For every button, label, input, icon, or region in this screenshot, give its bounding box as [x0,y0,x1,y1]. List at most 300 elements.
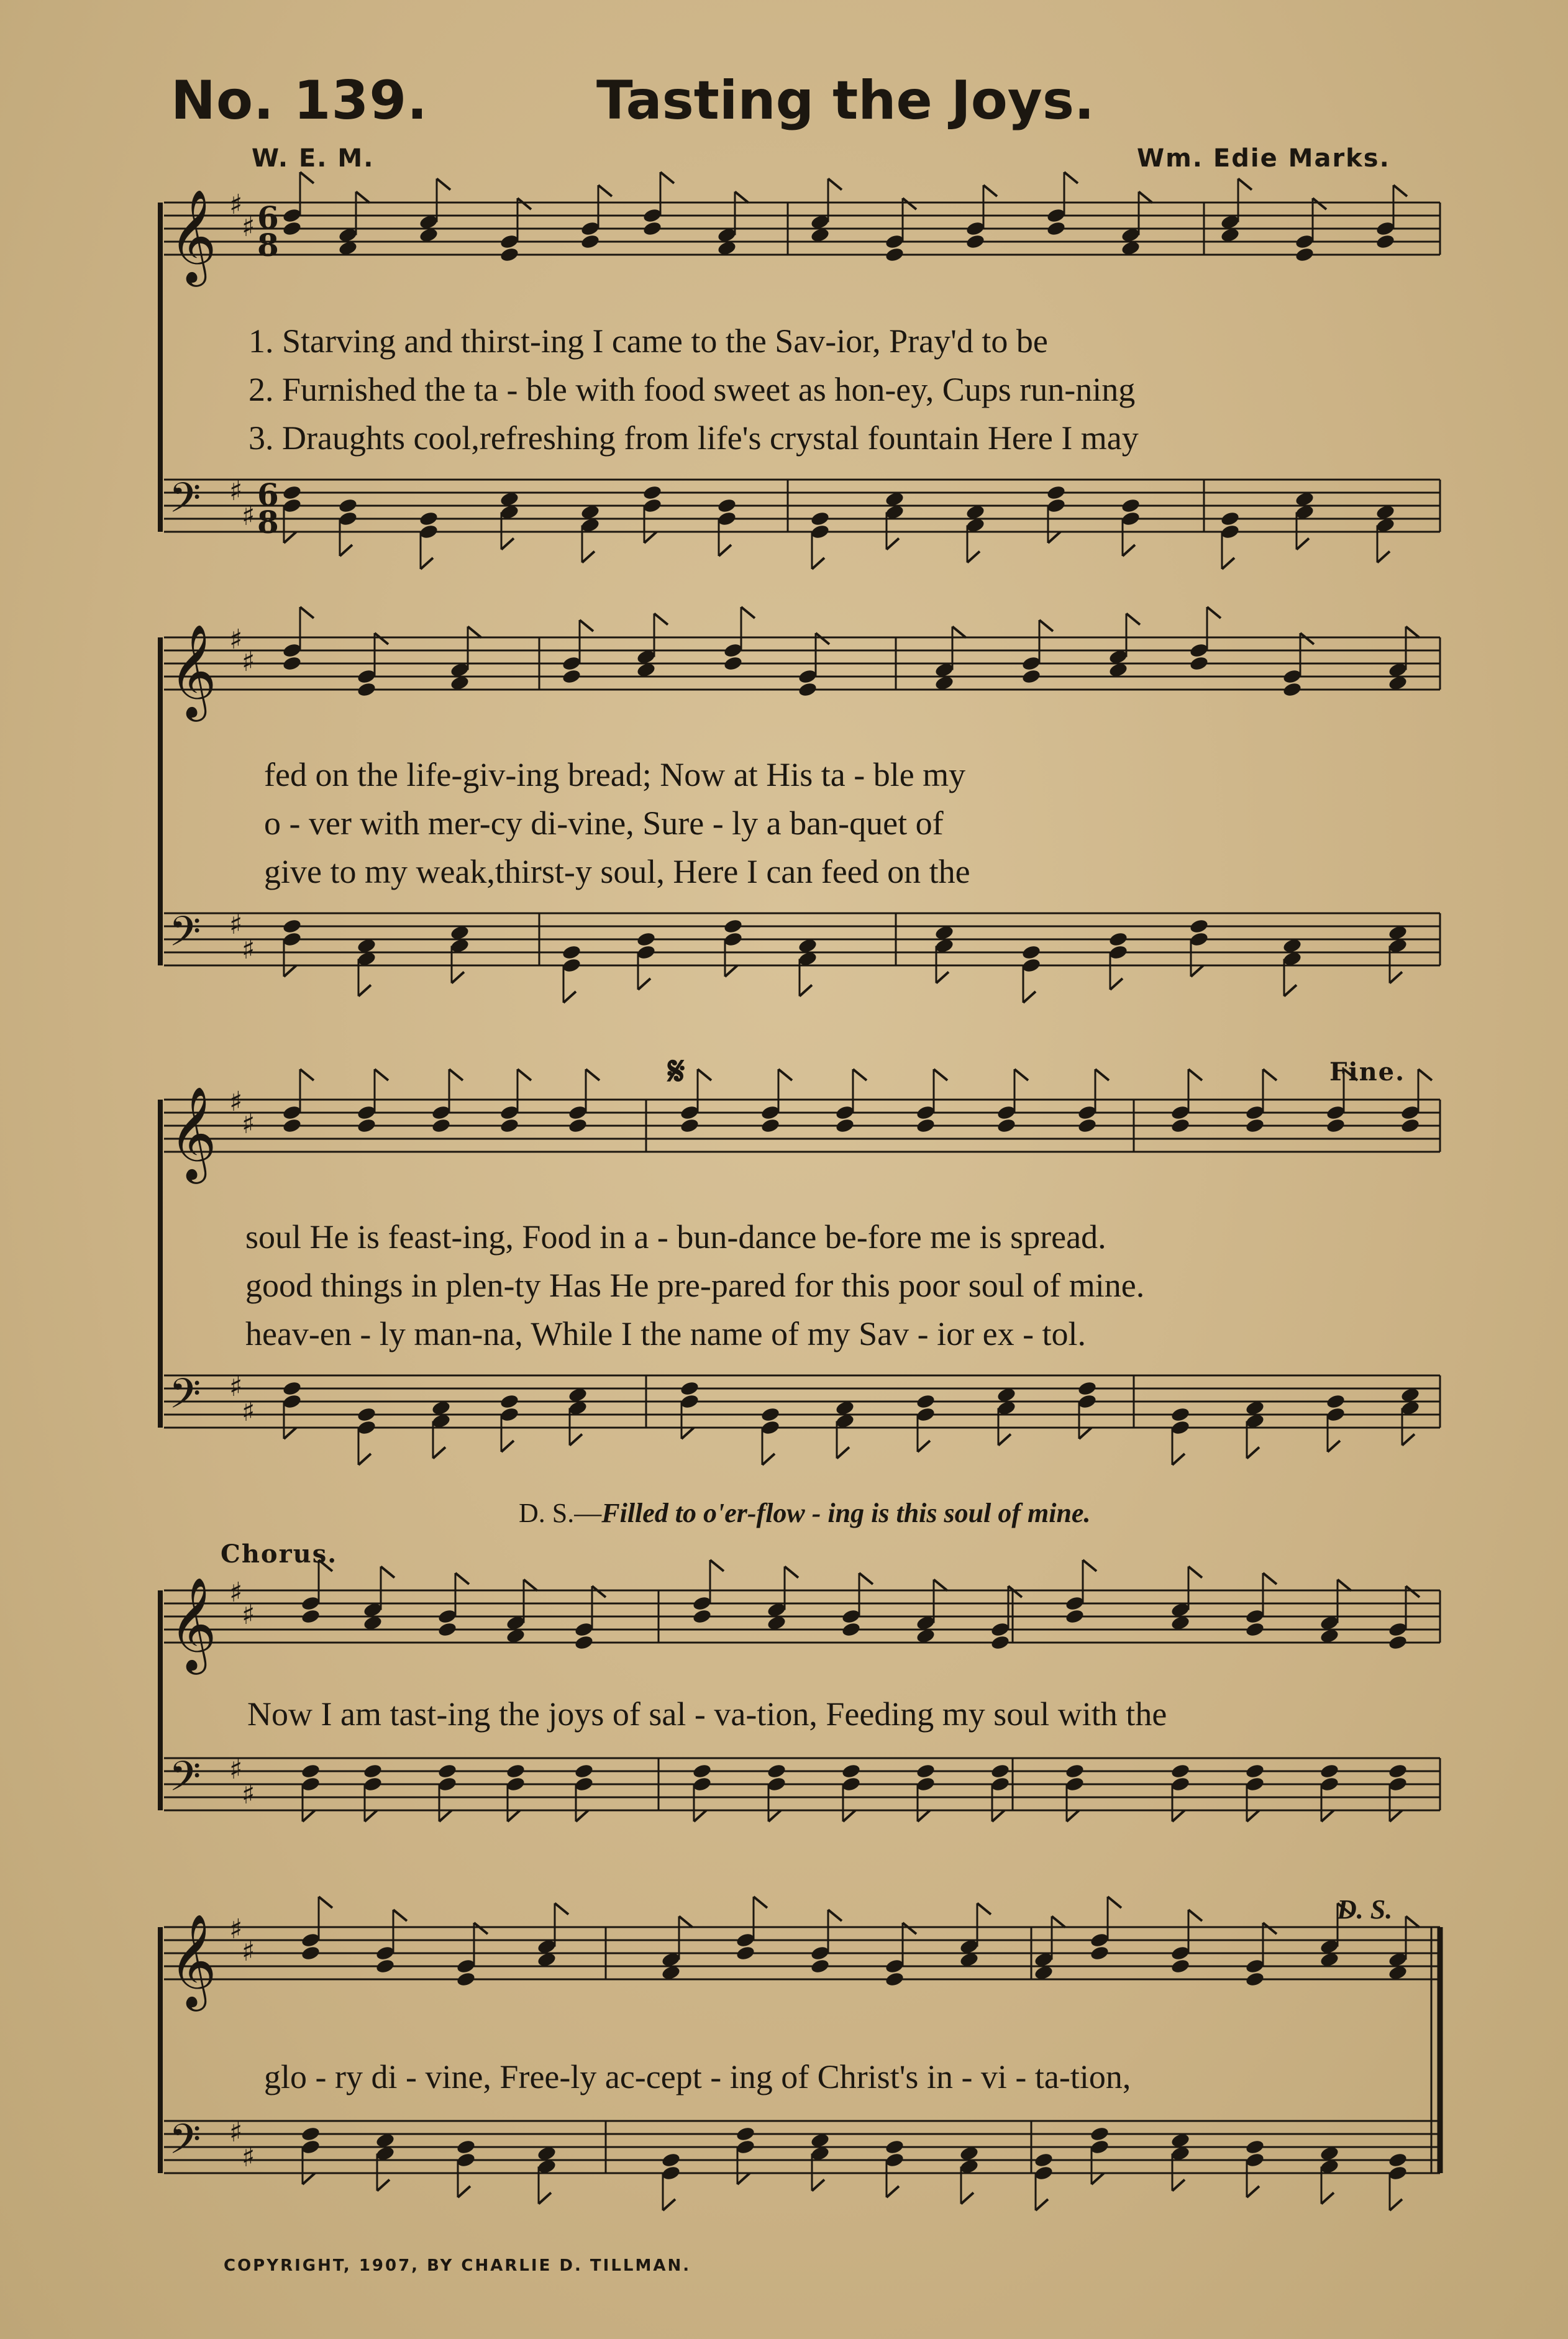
note-head [916,1118,936,1134]
note-head [301,1932,321,1948]
note-head [1326,1118,1346,1134]
note-flag [508,1810,520,1822]
note-head [810,1958,830,1974]
note-flag [365,1810,377,1822]
note-head [1170,1945,1190,1961]
note-head [717,511,737,527]
note-flag [539,2193,551,2204]
note-head [363,1776,383,1792]
note-head [456,1971,476,1987]
note-flag [358,1454,371,1465]
note-flag [1406,1917,1420,1928]
note-head [375,1945,395,1961]
note-flag [586,1069,599,1080]
note-head [419,511,439,527]
note-flag [725,965,737,977]
note-head [760,1420,780,1436]
treble-clef: 𝄞 [169,1085,217,1180]
note-head [767,1776,786,1792]
note-flag [300,1069,314,1080]
note-head [1121,498,1141,514]
sharp-sign: ♯ [242,2141,255,2173]
note-head [437,1763,457,1779]
note-head [282,1118,302,1134]
note-head [885,2152,905,2168]
sharp-sign: ♯ [242,1936,255,1967]
note-head [357,1105,376,1121]
note-flag [1328,1441,1340,1452]
composer-credit: Wm. Edie Marks. [1137,144,1390,173]
note-flag [681,1428,694,1439]
note-flag [582,552,595,563]
note-flag [1247,2186,1259,2197]
note-flag [1191,965,1203,977]
note-flag [356,192,370,203]
note-head [1245,1608,1265,1625]
bass-clef: 𝄢 [169,474,201,532]
note-head [1046,221,1066,237]
note-head [1245,2152,1265,2168]
note-head [1326,1393,1346,1410]
note-head [419,524,439,540]
note-head [1021,957,1041,973]
segno-sign: 𝄋 [668,1049,685,1093]
note-head [1220,524,1240,540]
note-flag [439,1810,452,1822]
note-head [301,1608,321,1625]
note-flag [1263,1923,1277,1934]
note-flag [555,1904,568,1915]
note-head [568,1105,588,1121]
note-head [1245,1776,1265,1792]
note-head [1021,668,1041,685]
note-flag [663,2199,675,2210]
note-head [1282,668,1302,685]
note-head [1170,1776,1190,1792]
note-head [1034,2152,1054,2168]
note-head [301,1763,321,1779]
note-flag [998,1434,1011,1446]
note-flag [1402,1434,1415,1446]
note-flag [1284,985,1297,996]
note-head [916,1407,936,1423]
note-head [574,1776,594,1792]
note-head [1077,1393,1097,1410]
note-head [760,1105,780,1121]
note-flag [679,1917,693,1928]
ds-refrain-line [519,1497,1090,1529]
note-head [692,1595,712,1612]
note-head [568,1118,588,1134]
note-head [437,1621,457,1638]
note-head [1046,485,1066,501]
note-head [499,234,519,250]
note-head [499,247,519,263]
note-flag [694,1810,706,1822]
note-head [506,1763,526,1779]
note-head [760,1407,780,1423]
note-flag [1207,607,1221,618]
note-head [357,1118,376,1134]
note-head [456,1958,476,1974]
note-flag [474,1923,488,1934]
note-head [841,1621,861,1638]
note-flag [812,2180,824,2191]
note-flag [1008,1586,1022,1597]
note-head [642,221,662,237]
hymn-number: No. 139. [171,70,428,132]
copyright-notice: COPYRIGHT, 1907, BY CHARLIE D. TILLMAN. [224,2256,691,2275]
note-flag [284,965,296,977]
note-flag [501,1441,514,1452]
note-head [499,1105,519,1121]
note-flag [1079,1428,1092,1439]
note-flag [458,2186,470,2197]
note-head [1375,234,1395,250]
note-flag [1036,2199,1048,2210]
time-signature-top: 6 [257,476,279,513]
note-flag [934,1069,947,1080]
note-head [1021,944,1041,960]
note-head [736,2139,755,2155]
note-flag [778,1069,792,1080]
note-flag [1052,1917,1065,1928]
note-flag [654,614,668,625]
note-flag [319,1897,332,1908]
note-head [1245,1621,1265,1638]
sharp-sign: ♯ [229,1577,243,1608]
note-flag [816,633,829,644]
note-flag [735,192,749,203]
note-flag [1321,2193,1334,2204]
note-flag [918,1810,930,1822]
sharp-sign: ♯ [242,1599,255,1631]
note-head [1170,1105,1190,1121]
note-head [1170,1958,1190,1974]
note-head [916,1776,936,1792]
note-flag [1110,978,1123,990]
note-head [965,234,985,250]
note-head [723,931,743,947]
note-flag [967,552,980,563]
note-flag [598,185,612,196]
note-head [723,918,743,934]
note-head [1326,1407,1346,1423]
note-head [1170,1118,1190,1134]
note-flag [918,1441,930,1452]
bass-clef: 𝄢 [169,908,201,965]
note-flag [592,1586,606,1597]
note-head [282,1393,302,1410]
note-head [736,2126,755,2142]
note-head [580,234,600,250]
verse-2-line-2: o - ver with mer-cy di-vine, Sure - ly a ban-quet of [264,805,944,842]
note-head [990,1763,1010,1779]
note-head [506,1776,526,1792]
note-flag [1406,1586,1420,1597]
note-head [1295,247,1315,263]
note-flag [1297,539,1309,550]
note-flag [1377,552,1390,563]
note-flag [660,172,674,183]
note-head [1388,1776,1408,1792]
note-head [562,655,581,672]
note-head [1170,1420,1190,1436]
note-head [1077,1118,1097,1134]
note-flag [1139,192,1152,203]
note-flag [284,532,296,543]
note-head [1245,1971,1265,1987]
note-flag [517,1069,531,1080]
note-head [1388,1621,1408,1638]
note-flag [903,198,916,209]
note-head [736,1945,755,1961]
verse-3-line-2: give to my weak,thirst-y soul, Here I can feed on the [264,853,970,890]
sharp-sign: ♯ [229,909,243,941]
note-flag [1123,545,1135,556]
verse-3-line-3: heav-en - ly man-na, While I the name of my Sav - ior ex - tol. [245,1315,1087,1352]
note-head [363,1763,383,1779]
note-flag [1338,1580,1351,1591]
note-flag [1390,2199,1402,2210]
note-head [1189,655,1209,672]
note-flag [501,539,514,550]
chorus-label: Chorus. [221,1539,338,1569]
note-head [499,1118,519,1134]
note-flag [1418,1069,1432,1080]
verse-2-line-3: good things in plen-ty Has He pre-pared for this poor soul of mine. [245,1267,1145,1304]
note-head [1326,1105,1346,1121]
note-head [1245,1958,1265,1974]
note-flag [1108,1897,1121,1908]
lyricist-credit: W. E. M. [252,144,375,173]
note-flag [375,633,388,644]
note-flag [1172,1454,1185,1465]
note-head [282,1380,302,1397]
time-signature-bottom: 8 [257,227,279,263]
chorus-line-1: Now I am tast-ing the joys of sal - va-tion, Feeding my soul with the [247,1695,1167,1733]
note-head [499,1407,519,1423]
note-flag [887,2186,899,2197]
sharp-sign: ♯ [229,1371,243,1403]
note-head [1170,1407,1190,1423]
note-flag [992,1810,1005,1822]
note-head [990,1621,1010,1638]
note-head [996,1118,1016,1134]
note-head [1021,655,1041,672]
note-head [990,1776,1010,1792]
note-flag [377,2180,390,2191]
note-head [810,511,830,527]
note-head [1388,1763,1408,1779]
note-head [885,247,905,263]
note-flag [1263,1069,1277,1080]
verse-1-line-3: soul He is feast-ing, Food in a - bun-dance be-fore me is spread. [245,1218,1106,1256]
sharp-sign: ♯ [229,475,243,507]
note-head [357,682,376,698]
note-flag [1393,185,1407,196]
note-flag [1263,1573,1277,1584]
note-head [642,485,662,501]
note-head [798,682,818,698]
note-head [717,498,737,514]
note-head [692,1608,712,1625]
note-head [642,498,662,514]
note-flag [1092,2173,1104,2184]
note-head [692,1776,712,1792]
note-flag [1039,620,1053,631]
note-flag [859,1573,873,1584]
note-flag [300,607,314,618]
note-head [1077,1105,1097,1121]
note-head [1108,931,1128,947]
note-flag [698,1069,711,1080]
note-flag [1126,614,1140,625]
note-flag [524,1580,537,1591]
note-head [835,1118,855,1134]
sharp-sign: ♯ [229,1754,243,1785]
note-head [1245,1105,1265,1121]
note-flag [1048,532,1060,543]
note-flag [1321,1810,1334,1822]
note-flag [1188,1567,1202,1578]
treble-clef: 𝄞 [169,1913,217,2007]
note-flag [936,972,949,983]
note-head [282,655,302,672]
note-flag [393,1910,407,1921]
note-flag [741,607,755,618]
note-flag [381,1567,394,1578]
note-head [1388,2165,1408,2181]
note-flag [1238,179,1252,190]
note-head [282,485,302,501]
note-head [1320,1776,1339,1792]
note-head [282,207,302,224]
ds-mark: D. S. [1337,1894,1393,1925]
verse-1-line-1: 1. Starving and thirst-ing I came to the Sav-ior, Pray'd to be [248,322,1048,360]
note-flag [437,179,450,190]
note-flag [1390,972,1402,983]
note-head [996,1105,1016,1121]
sharp-sign: ♯ [242,646,255,678]
verse-1-line-2: fed on the life-giv-ing bread; Now at His ta - ble my [264,756,966,793]
note-flag [952,627,966,638]
note-head [301,1595,321,1612]
note-head [357,668,376,685]
note-head [456,2139,476,2155]
note-head [723,642,743,659]
note-flag [644,532,657,543]
note-head [1090,1945,1110,1961]
note-head [301,1945,321,1961]
note-head [810,1945,830,1961]
note-flag [887,539,899,550]
treble-clef: 𝄞 [169,188,217,283]
note-head [798,668,818,685]
note-head [990,1635,1010,1651]
sharp-sign: ♯ [229,189,243,221]
note-head [680,1380,700,1397]
sharp-sign: ♯ [242,500,255,532]
note-head [1245,2139,1265,2155]
note-flag [785,1567,798,1578]
note-flag [303,1810,315,1822]
note-flag [1300,633,1314,644]
note-head [357,1407,376,1423]
note-flag [1172,2180,1185,2191]
note-flag [449,1069,463,1080]
note-head [680,1118,700,1134]
note-head [1388,2152,1408,2168]
note-flag [300,172,314,183]
note-head [282,931,302,947]
note-flag [754,1897,767,1908]
note-flag [1095,1069,1109,1080]
note-head [1065,1595,1085,1612]
note-head [282,221,302,237]
note-flag [468,627,481,638]
note-head [1034,2165,1054,2181]
note-head [301,2126,321,2142]
note-head [885,1958,905,1974]
note-head [661,2152,681,2168]
sharp-sign: ♯ [242,1779,255,1810]
note-flag [1083,1560,1096,1571]
note-head [841,1763,861,1779]
note-head [1170,1763,1190,1779]
note-head [1189,931,1209,947]
note-head [431,1118,451,1134]
note-flag [762,1454,775,1465]
ds-text: Filled to o'er-flow - ing is this soul of mine. [601,1498,1091,1528]
note-head [1090,2139,1110,2155]
note-head [562,944,581,960]
note-head [375,1958,395,1974]
note-head [767,1763,786,1779]
note-head [437,1608,457,1625]
note-head [680,1393,700,1410]
note-head [1295,234,1315,250]
sharp-sign: ♯ [242,211,255,243]
note-head [1046,207,1066,224]
treble-clef: 𝄞 [169,1576,217,1671]
note-head [282,498,302,514]
note-head [574,1763,594,1779]
note-flag [1406,627,1420,638]
note-flag [977,1904,991,1915]
note-flag [983,185,997,196]
note-head [760,1118,780,1134]
note-flag [433,1448,445,1459]
note-flag [719,545,731,556]
note-head [661,2165,681,2181]
note-head [885,2139,905,2155]
note-head [1282,682,1302,698]
note-flag [812,558,824,569]
note-head [301,1776,321,1792]
note-head [437,1776,457,1792]
sharp-sign: ♯ [229,1086,243,1118]
note-flag [580,620,593,631]
note-flag [828,179,842,190]
note-head [1320,1763,1339,1779]
note-head [456,2152,476,2168]
note-flag [1188,1910,1202,1921]
note-flag [421,558,433,569]
sharp-sign: ♯ [242,934,255,965]
note-head [916,1105,936,1121]
note-head [574,1635,594,1651]
